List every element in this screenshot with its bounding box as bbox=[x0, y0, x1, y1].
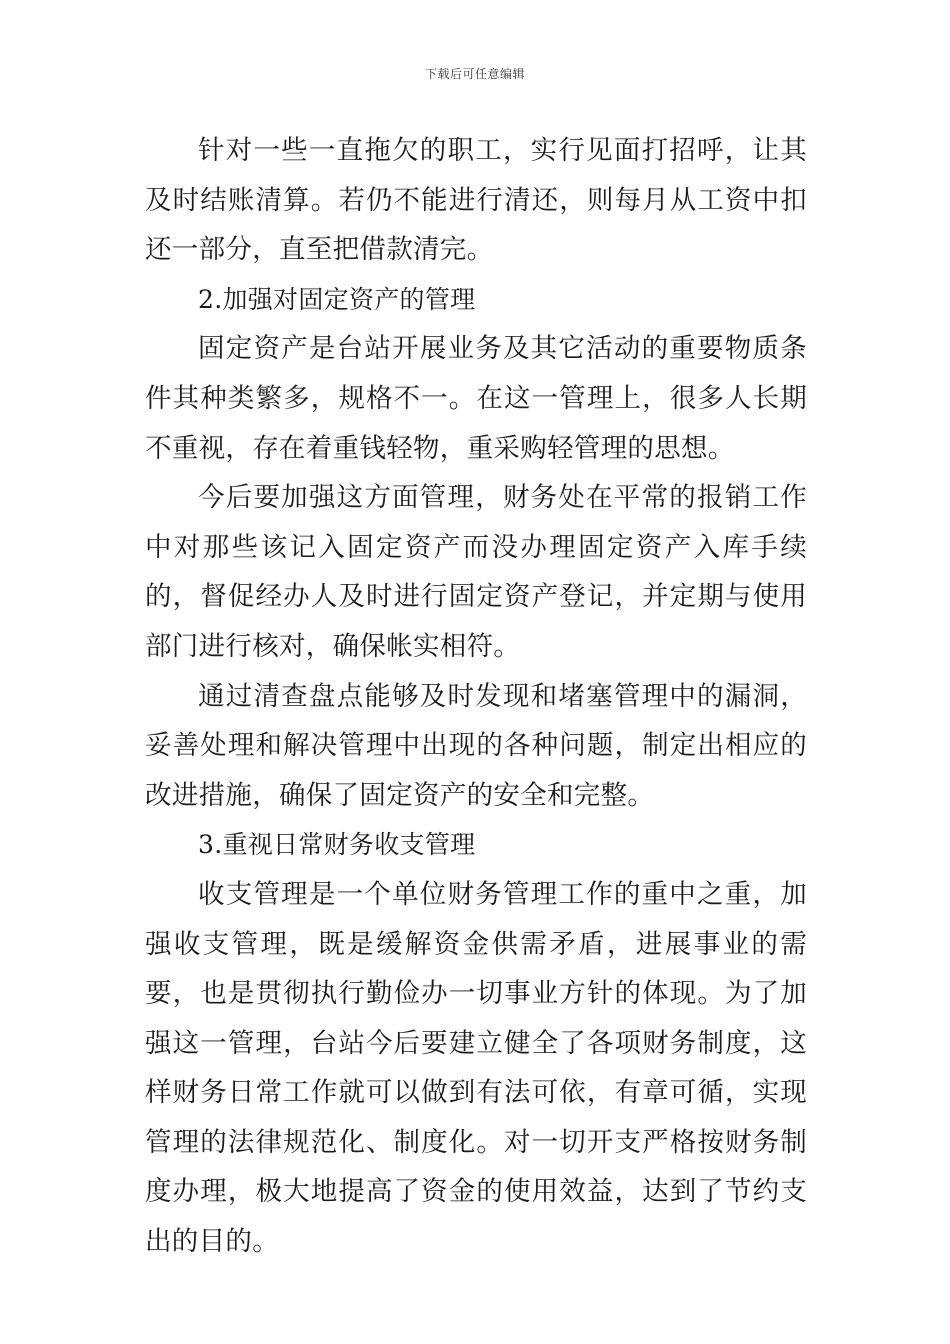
section-heading-fixed-assets: 2.加强对固定资产的管理 bbox=[198, 284, 476, 314]
paragraph-fixed-assets-measures: 今后要加强这方面管理，财务处在平常的报销工作中对那些该记入固定资产而没办理固定资产入库手续的，督促经办人及时进行固定资产登记，并定期与使用部门进行核对，确保帐实相符。 bbox=[145, 482, 807, 662]
header-note: 下载后可任意编辑 bbox=[424, 67, 525, 81]
paragraph-income-expenditure: 收支管理是一个单位财务管理工作的重中之重，加强收支管理，既是缓解资金供需矛盾，进展事业的需要，也是贯彻执行勤俭办一切事业方针的体现。为了加强这一管理，台站今后要建立健全了各项财务制度，这样财务日常工作就可以做到有法可依，有章可循，实现管理的法律规范化、制度化。对一切开支严格按财务制度办理，极大地提高了资金的使用效益，达到了节约支出的目的。 bbox=[145, 878, 807, 1258]
paragraph-fixed-assets-intro: 固定资产是台站开展业务及其它活动的重要物质条件其种类繁多，规格不一。在这一管理上，很多人长期不重视，存在着重钱轻物，重采购轻管理的思想。 bbox=[145, 333, 807, 464]
paragraph-inventory-check: 通过清查盘点能够及时发现和堵塞管理中的漏洞，妥善处理和解决管理中出现的各种问题，制定出相应的改进措施，确保了固定资产的安全和完整。 bbox=[145, 680, 807, 811]
section-heading-daily-finance: 3.重视日常财务收支管理 bbox=[198, 830, 476, 860]
paragraph-repayment: 针对一些一直拖欠的职工，实行见面打招呼，让其及时结账清算。若仍不能进行清还，则每月从工资中扣还一部分，直至把借款清完。 bbox=[145, 135, 807, 266]
document-body bbox=[145, 126, 807, 1267]
